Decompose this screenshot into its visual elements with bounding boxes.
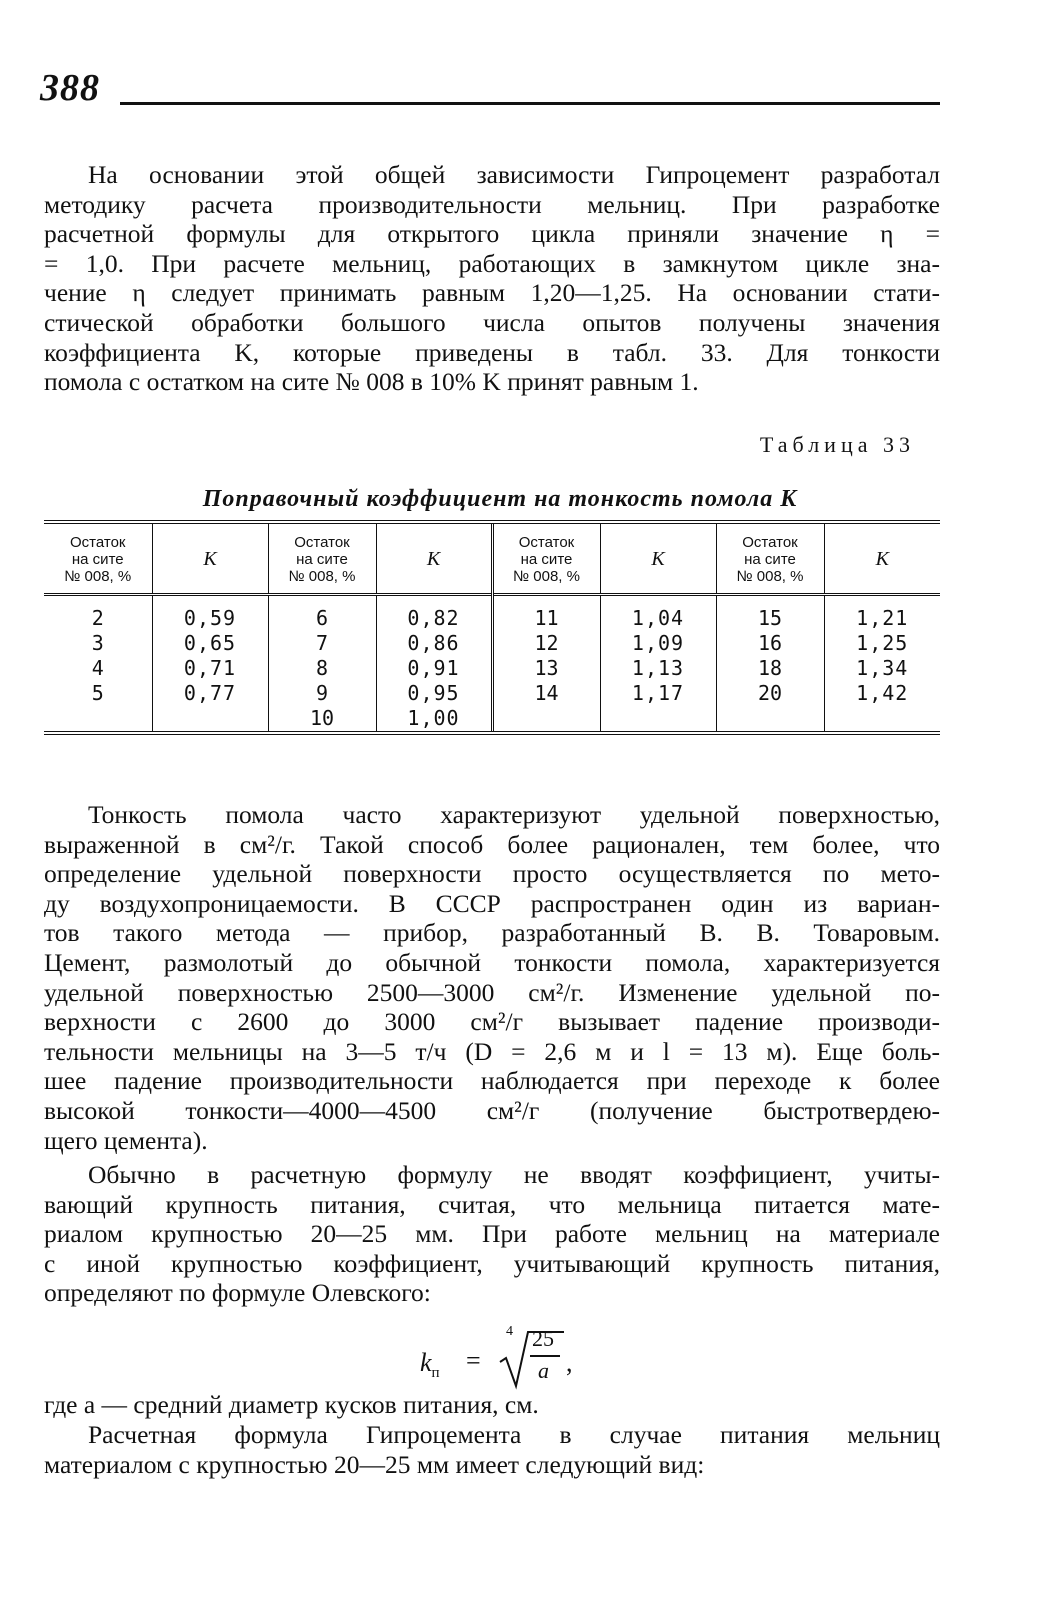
paragraph-where [44,1390,940,1420]
text-line: высокой тонкости—4000—4500 см²/г (получение быстротвердею- [44,1095,940,1125]
table-cell-empty [603,706,714,731]
table-cell-empty [496,706,598,731]
paragraph-lines [44,800,940,1155]
text-line: = 1,0. При расчете мельниц, работающих в замкнутом цикле зна- [44,248,940,278]
text-line: определение удельной поверхности просто осуществляется по мето- [44,859,940,889]
header-rule [120,102,940,105]
table-cell: 1,17 [631,681,685,705]
table-cell: 0,77 [183,681,237,705]
formula-lhs [420,1348,440,1382]
text-line: ду воздухопроницаемости. В СССР распространен один из вариан- [44,888,940,918]
table-cell: 1,09 [631,631,685,655]
table-cell: 1,21 [856,606,909,630]
paragraph-giprocement-formula [44,1420,940,1479]
table-cell: 12 [534,631,559,655]
table-cell: 0,71 [183,656,237,680]
table-cell-empty [719,706,822,731]
paragraph-lines [44,1390,940,1420]
header-line: Остаток [70,534,126,551]
table-cell: 11 [534,606,559,630]
paragraph-lines [44,1420,940,1479]
table-cell: 13 [534,656,559,680]
table-body-row [44,595,940,734]
text-line: Расчетная формула Гипроцемента в случае питания мельниц [88,1420,940,1449]
text-line: риалом крупностью 20—25 мм. При работе мельниц на материале [44,1219,940,1249]
text-line: шее падение производительности наблюдается при переходе к более [44,1066,940,1096]
k-column [600,595,716,734]
text-line: определяют по формуле Олевского: [44,1278,431,1308]
text-line: тов такого метода — прибор, разработанный В. В. Товаровым. [44,918,940,948]
formula-trailing-comma: , [566,1348,573,1377]
text-line: материалом с крупностью 20—25 мм имеет следующий вид: [44,1449,705,1479]
text-line: где a — средний диаметр кусков питания, см. [44,1390,539,1419]
header-line: на сите [296,551,348,568]
table-cell: 8 [315,656,329,680]
text-line: На основании этой общей зависимости Гипроцемент разработал [88,160,940,189]
table-caption: Поправочный коэффициент на тонкость помола K [202,486,798,512]
paragraph-specific-surface [44,800,940,1155]
header-line: на сите [71,551,124,568]
text-line: выраженной в см²/г. Такой способ более рационален, тем более, что [44,829,940,859]
table-cell: 16 [757,631,783,655]
column-header-residue [268,522,376,595]
text-line: стической обработки большого числа опытов получены значения [44,307,940,337]
text-line: методику расчета производительности мельниц. При разработке [44,189,940,219]
table-cell: 14 [534,681,559,705]
column-header-k: K [152,522,268,595]
table-cell: 1,34 [856,656,909,680]
data-table [44,520,940,735]
correction-coefficient-table [44,520,940,735]
table-cell: 0,59 [183,606,237,630]
olevsky-formula [420,1324,620,1396]
table-cell: 20 [757,681,783,705]
table-cell-empty [827,706,939,731]
column-header-residue [44,522,152,595]
k-column [152,595,268,734]
formula-denominator: a [538,1358,549,1383]
paragraph-feed-size [44,1160,940,1308]
header-line: № 008, % [288,568,356,585]
text-line: коэффициента K, которые приведены в табл. 33. Для тонкости [44,337,940,367]
paragraph-lines [44,1160,940,1308]
text-line: тельности мельницы на 3—5 т/ч (D = 2,6 м и l = 13 м). Еще боль- [44,1036,940,1066]
header-line: на сите [520,551,573,568]
column-header-residue [492,522,600,595]
header-line: Остаток [294,534,350,551]
table-cell: 4 [91,656,104,680]
formula-symbol: k [420,1348,432,1377]
text-line: щего цемента). [44,1125,208,1155]
text-line: удельной поверхностью 2500—3000 см²/г. Изменение удельной по- [44,977,940,1007]
formula-subscript: п [431,1365,440,1382]
header-line: № 008, % [513,568,580,585]
text-line: вающий крупность питания, считая, что мельница питается мате- [44,1189,940,1219]
table-cell: 2 [91,606,104,630]
table-cell: 10 [309,706,335,730]
residue-column [44,595,152,734]
table-cell-empty [155,706,266,731]
header-line: Остаток [742,534,798,551]
table-cell: 15 [757,606,783,630]
page-number: 388 [40,67,100,109]
table-cell: 1,04 [631,606,685,630]
k-column [824,595,940,734]
paragraph-lines [44,160,940,397]
table-cell: 1,42 [856,681,909,705]
table-cell: 1,00 [407,706,460,730]
text-line: помола с остатком на сите № 008 в 10% K принят равным 1. [44,367,699,397]
text-line: с иной крупностью коэффициент, учитывающий крупность питания, [44,1248,940,1278]
table-cell: 0,86 [407,631,460,655]
table-number-label: Таблица 33 [759,432,915,457]
text-line: верхности с 2600 до 3000 см²/г вызывает падение производи- [44,1007,940,1037]
formula-equals: = [466,1346,481,1375]
header-line: на сите [744,551,796,568]
text-line: чение η следует принимать равным 1,20—1,25. На основании стати- [44,278,940,308]
table-cell: 1,13 [631,656,685,680]
residue-column [492,595,600,734]
table-cell: 0,95 [407,681,460,705]
table-cell: 1,25 [856,631,909,655]
text-line: Обычно в расчетную формулу не вводят коэффициент, учиты- [88,1160,940,1189]
text-line: Цемент, размолотый до обычной тонкости помола, характеризуется [44,947,940,977]
column-header-residue [716,522,824,595]
text-line: расчетной формулы для открытого цикла приняли значение η = [44,219,940,249]
table-header-row [44,522,940,595]
column-header-k: K [875,548,889,570]
table-cell: 9 [315,681,329,705]
column-header-k: K [376,522,492,595]
formula-numerator: 25 [532,1326,554,1351]
column-header-k: K [600,522,716,595]
residue-column [268,595,376,734]
header-line: № 008, % [64,568,132,585]
header-line: Остаток [518,534,575,551]
table-cell: 6 [315,606,329,630]
formula-root-index: 4 [506,1324,513,1339]
table-cell: 0,65 [183,631,237,655]
table-cell: 18 [757,656,783,680]
table-cell-empty [46,706,150,731]
table-cell: 5 [91,681,104,705]
fraction-bar [530,1355,560,1357]
table-cell: 0,82 [407,606,460,630]
table-cell: 3 [91,631,104,655]
table-cell: 7 [315,631,329,655]
radical-sign-icon [496,1328,566,1390]
residue-column [716,595,824,734]
k-column [376,595,492,734]
text-line: Тонкость помола часто характеризуют удельной поверхностью, [88,800,940,829]
header-line: № 008, % [736,568,804,585]
table-cell: 0,91 [407,656,460,680]
paragraph-methodology [44,160,940,397]
